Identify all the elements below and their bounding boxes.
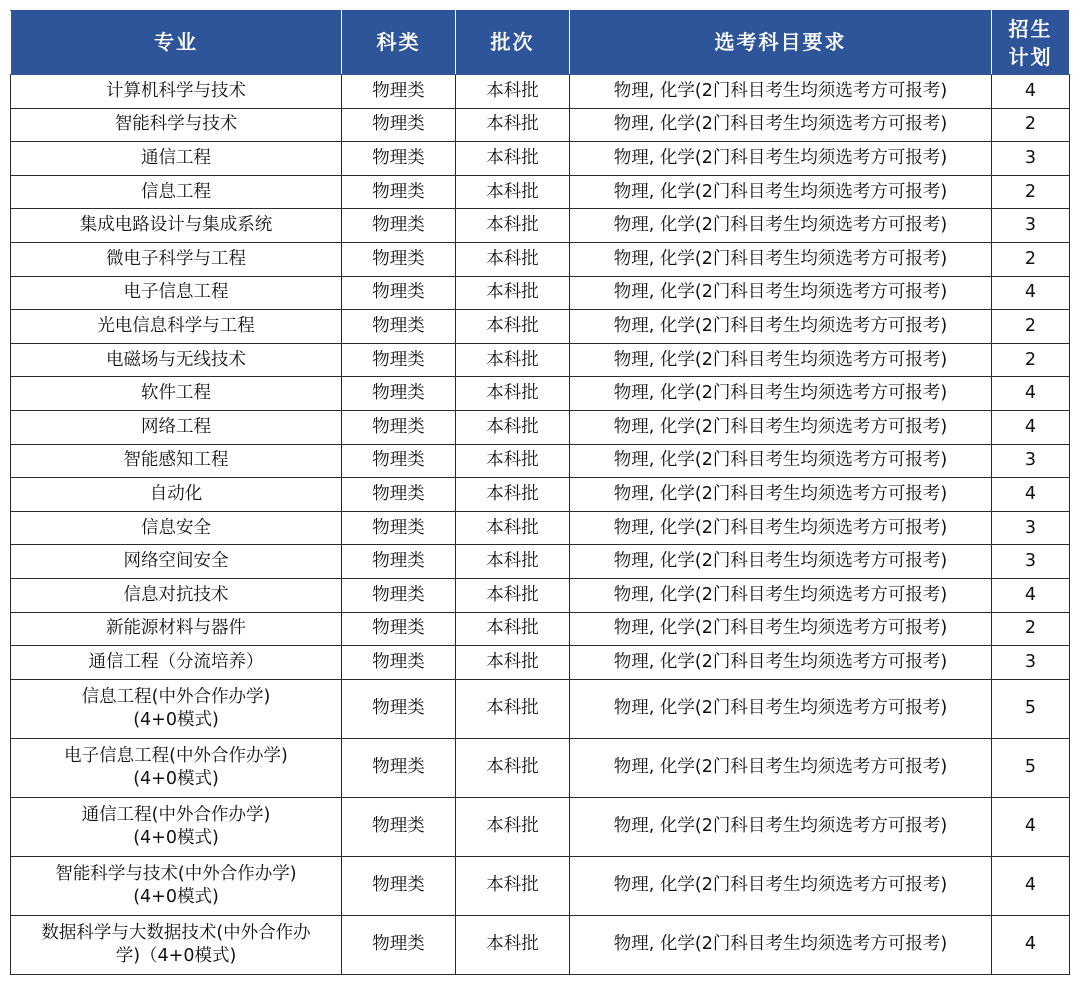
cell-plan: 3 <box>992 545 1070 579</box>
cell-requirement: 物理, 化学(2门科目考生均须选考方可报考) <box>570 444 992 478</box>
cell-major-line: 信息工程(中外合作办学) <box>81 686 271 707</box>
cell-requirement: 物理, 化学(2门科目考生均须选考方可报考) <box>570 578 992 612</box>
cell-category: 物理类 <box>342 242 456 276</box>
table-row <box>11 310 1070 344</box>
cell-batch: 本科批 <box>456 108 570 142</box>
header-category: 科类 <box>342 11 456 75</box>
cell-major-line: 智能科学与技术(中外合作办学) <box>55 863 297 884</box>
cell-requirement: 物理, 化学(2门科目考生均须选考方可报考) <box>570 915 992 974</box>
table-row <box>11 856 1070 915</box>
cell-batch: 本科批 <box>456 478 570 512</box>
cell-major: 电磁场与无线技术 <box>11 343 342 377</box>
cell-plan: 2 <box>992 108 1070 142</box>
cell-plan: 4 <box>992 410 1070 444</box>
table-row <box>11 915 1070 974</box>
cell-batch: 本科批 <box>456 511 570 545</box>
cell-major-line: (4+0模式) <box>133 827 219 848</box>
table-row <box>11 108 1070 142</box>
table-row <box>11 142 1070 176</box>
header-requirement: 选考科目要求 <box>570 11 992 75</box>
table-row <box>11 646 1070 680</box>
cell-requirement: 物理, 化学(2门科目考生均须选考方可报考) <box>570 108 992 142</box>
cell-category: 物理类 <box>342 142 456 176</box>
cell-batch: 本科批 <box>456 444 570 478</box>
admission-plan-table <box>10 10 1070 975</box>
cell-major: 计算机科学与技术 <box>11 75 342 109</box>
cell-requirement: 物理, 化学(2门科目考生均须选考方可报考) <box>570 377 992 411</box>
cell-batch: 本科批 <box>456 377 570 411</box>
cell-plan: 4 <box>992 915 1070 974</box>
table-row <box>11 209 1070 243</box>
cell-requirement: 物理, 化学(2门科目考生均须选考方可报考) <box>570 856 992 915</box>
cell-batch: 本科批 <box>456 612 570 646</box>
header-plan-line: 计划 <box>1008 44 1053 69</box>
cell-major-line: 通信工程(中外合作办学) <box>81 804 271 825</box>
cell-category: 物理类 <box>342 108 456 142</box>
cell-major <box>11 738 342 797</box>
cell-plan: 5 <box>992 679 1070 738</box>
table-row <box>11 738 1070 797</box>
table-row <box>11 377 1070 411</box>
cell-major <box>11 856 342 915</box>
cell-requirement: 物理, 化学(2门科目考生均须选考方可报考) <box>570 612 992 646</box>
cell-plan: 4 <box>992 578 1070 612</box>
cell-category: 物理类 <box>342 377 456 411</box>
table-row <box>11 478 1070 512</box>
table-row <box>11 444 1070 478</box>
cell-major <box>11 915 342 974</box>
cell-major: 信息工程 <box>11 175 342 209</box>
cell-batch: 本科批 <box>456 142 570 176</box>
cell-plan: 4 <box>992 478 1070 512</box>
cell-plan: 3 <box>992 511 1070 545</box>
cell-requirement: 物理, 化学(2门科目考生均须选考方可报考) <box>570 646 992 680</box>
cell-category: 物理类 <box>342 545 456 579</box>
cell-major-line: (4+0模式) <box>133 709 219 730</box>
cell-plan: 4 <box>992 276 1070 310</box>
cell-major: 网络工程 <box>11 410 342 444</box>
cell-category: 物理类 <box>342 478 456 512</box>
cell-requirement: 物理, 化学(2门科目考生均须选考方可报考) <box>570 276 992 310</box>
cell-batch: 本科批 <box>456 175 570 209</box>
cell-plan: 3 <box>992 444 1070 478</box>
table-header <box>11 11 1070 75</box>
cell-requirement: 物理, 化学(2门科目考生均须选考方可报考) <box>570 738 992 797</box>
cell-category: 物理类 <box>342 175 456 209</box>
cell-requirement: 物理, 化学(2门科目考生均须选考方可报考) <box>570 175 992 209</box>
table-row <box>11 175 1070 209</box>
cell-category: 物理类 <box>342 75 456 109</box>
table-row <box>11 75 1070 109</box>
cell-batch: 本科批 <box>456 242 570 276</box>
table-row <box>11 679 1070 738</box>
cell-plan: 5 <box>992 738 1070 797</box>
cell-batch: 本科批 <box>456 646 570 680</box>
cell-batch: 本科批 <box>456 343 570 377</box>
cell-batch: 本科批 <box>456 915 570 974</box>
cell-plan: 3 <box>992 646 1070 680</box>
cell-batch: 本科批 <box>456 738 570 797</box>
cell-batch: 本科批 <box>456 545 570 579</box>
cell-category: 物理类 <box>342 797 456 856</box>
cell-major <box>11 679 342 738</box>
table-row <box>11 545 1070 579</box>
cell-category: 物理类 <box>342 646 456 680</box>
table-row <box>11 242 1070 276</box>
cell-plan: 2 <box>992 310 1070 344</box>
cell-category: 物理类 <box>342 310 456 344</box>
cell-requirement: 物理, 化学(2门科目考生均须选考方可报考) <box>570 511 992 545</box>
cell-requirement: 物理, 化学(2门科目考生均须选考方可报考) <box>570 142 992 176</box>
cell-major: 信息安全 <box>11 511 342 545</box>
cell-requirement: 物理, 化学(2门科目考生均须选考方可报考) <box>570 209 992 243</box>
cell-major: 网络空间安全 <box>11 545 342 579</box>
cell-requirement: 物理, 化学(2门科目考生均须选考方可报考) <box>570 478 992 512</box>
cell-requirement: 物理, 化学(2门科目考生均须选考方可报考) <box>570 242 992 276</box>
table-row <box>11 511 1070 545</box>
cell-major: 新能源材料与器件 <box>11 612 342 646</box>
cell-major-line: 学)（4+0模式) <box>115 945 237 966</box>
table-row <box>11 276 1070 310</box>
table-row <box>11 578 1070 612</box>
cell-plan: 2 <box>992 242 1070 276</box>
cell-requirement: 物理, 化学(2门科目考生均须选考方可报考) <box>570 410 992 444</box>
cell-category: 物理类 <box>342 511 456 545</box>
cell-category: 物理类 <box>342 343 456 377</box>
cell-plan: 4 <box>992 856 1070 915</box>
cell-major: 智能科学与技术 <box>11 108 342 142</box>
cell-category: 物理类 <box>342 679 456 738</box>
cell-plan: 4 <box>992 797 1070 856</box>
cell-plan: 4 <box>992 377 1070 411</box>
cell-requirement: 物理, 化学(2门科目考生均须选考方可报考) <box>570 679 992 738</box>
table-row <box>11 612 1070 646</box>
cell-batch: 本科批 <box>456 310 570 344</box>
cell-major: 集成电路设计与集成系统 <box>11 209 342 243</box>
cell-plan: 2 <box>992 343 1070 377</box>
header-plan <box>992 11 1070 75</box>
cell-plan: 4 <box>992 75 1070 109</box>
cell-requirement: 物理, 化学(2门科目考生均须选考方可报考) <box>570 797 992 856</box>
cell-major-line: 电子信息工程(中外合作办学) <box>64 745 288 766</box>
table-row <box>11 343 1070 377</box>
cell-major-line: (4+0模式) <box>133 768 219 789</box>
table-body <box>11 75 1070 975</box>
table-row <box>11 410 1070 444</box>
cell-plan: 3 <box>992 142 1070 176</box>
cell-category: 物理类 <box>342 444 456 478</box>
header-plan-line: 招生 <box>1008 16 1053 41</box>
cell-category: 物理类 <box>342 276 456 310</box>
cell-major: 通信工程（分流培养） <box>11 646 342 680</box>
cell-major: 微电子科学与工程 <box>11 242 342 276</box>
cell-batch: 本科批 <box>456 209 570 243</box>
header-batch: 批次 <box>456 11 570 75</box>
cell-category: 物理类 <box>342 738 456 797</box>
cell-batch: 本科批 <box>456 410 570 444</box>
cell-category: 物理类 <box>342 915 456 974</box>
cell-major: 信息对抗技术 <box>11 578 342 612</box>
cell-category: 物理类 <box>342 612 456 646</box>
cell-batch: 本科批 <box>456 578 570 612</box>
cell-major: 光电信息科学与工程 <box>11 310 342 344</box>
cell-major <box>11 797 342 856</box>
cell-requirement: 物理, 化学(2门科目考生均须选考方可报考) <box>570 75 992 109</box>
cell-plan: 2 <box>992 175 1070 209</box>
cell-major: 自动化 <box>11 478 342 512</box>
cell-major: 软件工程 <box>11 377 342 411</box>
cell-major: 通信工程 <box>11 142 342 176</box>
cell-major: 智能感知工程 <box>11 444 342 478</box>
header-major: 专业 <box>11 11 342 75</box>
cell-major-line: (4+0模式) <box>133 886 219 907</box>
cell-batch: 本科批 <box>456 276 570 310</box>
cell-batch: 本科批 <box>456 856 570 915</box>
cell-requirement: 物理, 化学(2门科目考生均须选考方可报考) <box>570 343 992 377</box>
cell-category: 物理类 <box>342 209 456 243</box>
cell-major-line: 数据科学与大数据技术(中外合作办 <box>41 922 311 943</box>
cell-batch: 本科批 <box>456 797 570 856</box>
cell-plan: 3 <box>992 209 1070 243</box>
cell-category: 物理类 <box>342 856 456 915</box>
header-row <box>11 11 1070 75</box>
cell-requirement: 物理, 化学(2门科目考生均须选考方可报考) <box>570 310 992 344</box>
cell-batch: 本科批 <box>456 679 570 738</box>
cell-requirement: 物理, 化学(2门科目考生均须选考方可报考) <box>570 545 992 579</box>
cell-batch: 本科批 <box>456 75 570 109</box>
admission-plan-table-container <box>10 10 1070 975</box>
table-row <box>11 797 1070 856</box>
cell-major: 电子信息工程 <box>11 276 342 310</box>
cell-plan: 2 <box>992 612 1070 646</box>
cell-category: 物理类 <box>342 578 456 612</box>
cell-category: 物理类 <box>342 410 456 444</box>
